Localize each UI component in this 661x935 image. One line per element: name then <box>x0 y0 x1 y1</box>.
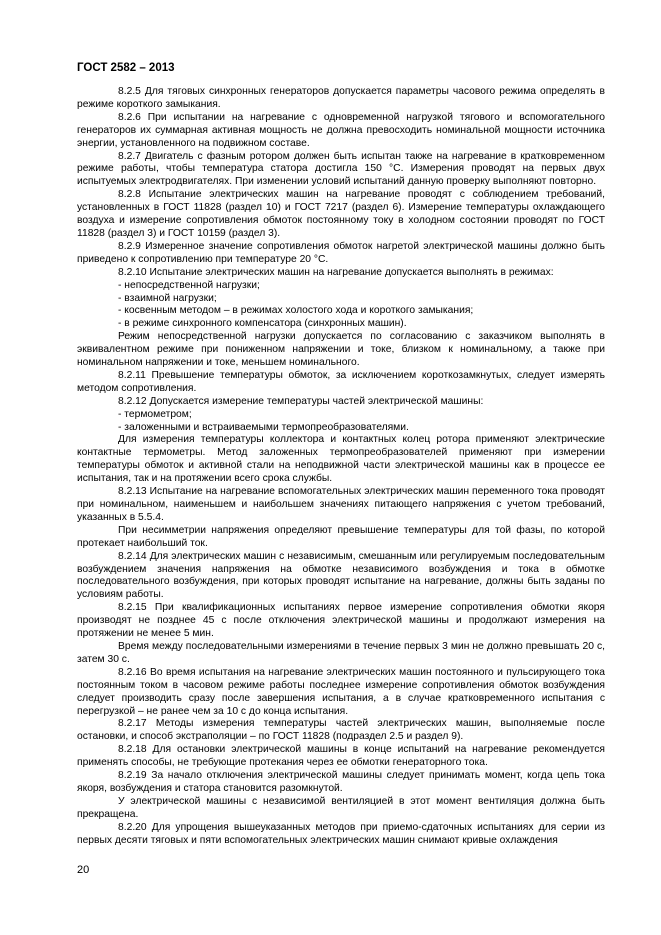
paragraph-8-2-18: 8.2.18 Для остановки электрической машины в конце испытаний на нагревание рекомендуется применять способы, не требующие протекания через ее обмотки генераторного тока. <box>77 744 605 769</box>
paragraph: У электрической машины с независимой вентиляцией в этот момент вентиляция должна быть прекращена. <box>77 795 605 820</box>
paragraph-8-2-6: 8.2.6 При испытании на нагревание с одновременной нагрузкой тягового и вспомогательного генераторов их суммарная активная мощность не должна превосходить номинальной мощности источника энергии, установленного на подвижном составе. <box>77 111 605 149</box>
paragraph: Для измерения температуры коллектора и контактных колец ротора применяют электрические контактные термометры. Метод заложенных термопреобразователей применяют при измерении температуры обмоток и активной стали на неподвижной части электрической машины как в процессе ее испытания, так и на протяжении всего срока службы. <box>77 434 605 485</box>
paragraph-8-2-11: 8.2.11 Превышение температуры обмоток, за исключением короткозамкнутых, следует измерять методом сопротивления. <box>77 369 605 394</box>
paragraph-8-2-5: 8.2.5 Для тяговых синхронных генераторов допускается параметры часового режима определять в режиме короткого замыкания. <box>77 86 605 110</box>
paragraph-8-2-12: 8.2.12 Допускается измерение температуры частей электрической машины: <box>118 395 484 407</box>
list-item: - термометром; <box>118 408 192 420</box>
paragraph-8-2-14: 8.2.14 Для электрических машин с независимым, смешанным или регулируемым последовательным возбуждением значения напряжения на обмотке независимого возбуждения и тока в обмотке последовательного возбуждения, при которых проводят испытание на нагревание, должны быть заданы по условиям работы. <box>77 550 605 601</box>
paragraph-8-2-10: 8.2.10 Испытание электрических машин на нагревание допускается выполнять в режимах: <box>118 266 554 278</box>
paragraph-8-2-20: 8.2.20 Для упрощения вышеуказанных методов при приемо-сдаточных испытаниях для серии из первых десяти тяговых и пяти вспомогательных электрических машин снимают кривые охлаждения <box>77 821 605 846</box>
paragraph-8-2-9: 8.2.9 Измеренное значение сопротивления обмоток нагретой электрической машины должно быть приведено к сопротивлению при температуре 20 °С. <box>77 240 605 265</box>
page-number: 20 <box>77 864 90 876</box>
paragraph-8-2-15: 8.2.15 При квалификационных испытаниях первое измерение сопротивления обмотки якоря производят не позднее 45 с после отключения электрической машины и продолжают измерения на протяжении не менее 5 мин. <box>77 602 605 640</box>
document-body <box>77 86 605 847</box>
paragraph-8-2-13: 8.2.13 Испытание на нагревание вспомогательных электрических машин переменного тока проводят при номинальном, наименьшем и наибольшем значениях питающего напряжения с учетом требований, указанных в 5.5.4. <box>77 486 605 523</box>
paragraph-8-2-16: 8.2.16 Во время испытания на нагревание электрических машин постоянного и пульсирующего тока постоянным током в часовом режиме работы последнее измерение сопротивления обмоток возбуждения следует производить сразу после завершения испытания, а в случае кратковременного испытания с перегрузкой – не ранее чем за 10 с до конца испытания. <box>77 666 605 717</box>
list-item: - в режиме синхронного компенсатора (синхронных машин). <box>118 318 407 330</box>
paragraph-8-2-17: 8.2.17 Методы измерения температуры частей электрических машин, выполняемые после остановки, и способ экстраполяции – по ГОСТ 11828 (подраздел 2.5 и раздел 9). <box>77 718 605 743</box>
document-header: ГОСТ 2582 – 2013 <box>77 62 175 74</box>
paragraph-8-2-19: 8.2.19 За начало отключения электрической машины следует принимать момент, когда цепь тока якоря, возбуждения и статора становится разомкнутой. <box>77 770 605 794</box>
paragraph-8-2-7: 8.2.7 Двигатель с фазным ротором должен быть испытан также на нагревание в кратковременном режиме работы, чтобы температура статора достигла 150 °С. Измерения проводят на первых двух испытуемых электродвигателях. При изменении условий испытаний данную проверку выполняют повторно. <box>77 150 605 188</box>
paragraph: Режим непосредственной нагрузки допускается по согласованию с заказчиком выполнять в эквивалентном режиме при пониженном напряжении и токе, близком к номинальному, а также при номинальном напряжении и токе, меньшем номинального. <box>77 331 605 369</box>
paragraph: При несимметрии напряжения определяют превышение температуры для той фазы, по которой протекает наибольший ток. <box>77 524 605 549</box>
list-item: - непосредственной нагрузки; <box>118 279 260 291</box>
list-item: - взаимной нагрузки; <box>118 292 217 304</box>
list-item: - заложенными и встраиваемыми термопреобразователями. <box>118 421 409 433</box>
paragraph-8-2-8: 8.2.8 Испытание электрических машин на нагревание проводят с соблюдением требований, установленных в ГОСТ 11828 (раздел 10) и ГОСТ 7217 (раздел 6). Измерение температуры охлаждающего воздуха и измерение сопротивления обмоток постоянному току в холодном состоянии проводят по ГОСТ 11828 (раздел 3) и ГОСТ 10159 (раздел 3). <box>77 189 605 239</box>
list-item: - косвенным методом – в режимах холостого хода и короткого замыкания; <box>118 305 474 317</box>
paragraph: Время между последовательными измерениями в течение первых 3 мин не должно превышать 20 с, затем 30 с. <box>77 640 605 665</box>
